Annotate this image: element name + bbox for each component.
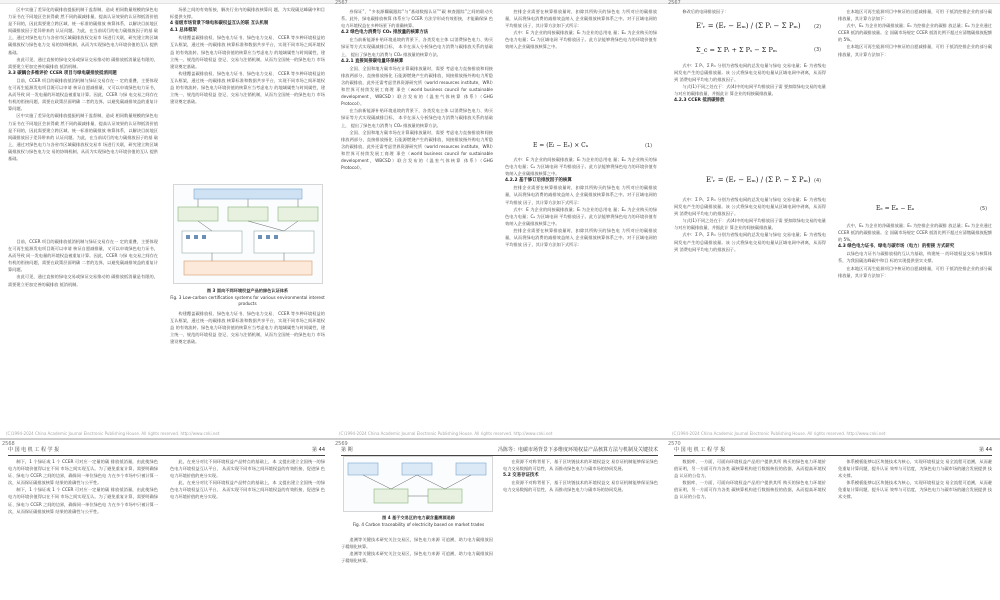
paragraph: 式中：E 为企业的间接碳排放量；Eₗ 为企业的总用电 量；Eₑ 为企业购买的绿色电力电量；Cₐ 为区域电网 平均排放因子。此方法能够将绿色电力的环境价值有 效纳入企业碳排放核算之中。 (505, 157, 657, 177)
page-3-column-right-lower (838, 222, 992, 428)
paragraph: 区中实施了差异化的碳排放提振机制于监督制，造成 相同数量规模的绿色电力证书在不同地区会获得截 然不同的碳减排量，提高认证效果的认证和抵消价值 是不同的，因此需要建立跨区域、统一标准的碳排放 核算体系，以解决目前地区间碳排放因子差异带来的 认证问题。为此，在当前试行的电力碳排放因子的基 础上，通过对绿色电力与各省市区域碳排放权交易市 场进行关联，研究建立跨区域碳排放权与绿色电力交 易的协调机制，从而为实现绿色电力环境价值的互认 提供基础。 (8, 113, 158, 161)
page-5-column-left (341, 536, 493, 598)
equation-3: Σ_c = Σ Pᵢ + Σ Pₛ − Σ Pₘ (696, 46, 777, 54)
subsection-heading: 4.2 绿色电力消费与 CO₂ 排放量的核算方法 (341, 30, 429, 36)
paragraph: 此，在充分对比不同环境权益产品特点的基础上，本 文提出建立全国统一的绿色电力环境权益互认平台， 从而实现不同市场之间环境权益的有效衔接，促进绿 色电力环境价值的充分实现。 (170, 459, 325, 479)
paragraph: 此，在充分对比不同环境权益产品特点的基础上，本 文提出建立全国统一的绿色电力环境权益互认平台， 从而实现不同市场之间环境权益的有效衔接，促进绿 色电力环境价值的充分实现。 (170, 480, 325, 500)
article-running-title: 冯陈等：电碳市场背景下多维度环境权益产品核算方法与机制及关键技术 (497, 447, 658, 453)
figure-3-caption-en: Fig. 3 Low-carbon certification systems for various environmental interest products (170, 295, 325, 306)
figure-3-caption-cn: 图 3 面向不同环境权益产品的绿色认证体系 (206, 288, 289, 293)
subsection-heading: 4.2.2 基于修订后排放因子的核算 (505, 178, 572, 184)
figure-3-diagram (173, 184, 323, 284)
paragraph: 构建覆盖碳排放权、绿色电力证书、绿色电力交易、 CCER 等多种环境权益的互认框架，通过统一的碳排放 核算标准和数据共享平台，实现不同市场之间环境权益 的有效流转。绿色电力环境价值的核算应当考虑电力 的地域属性与时间属性，建立统一、规范的环境权益 登记、交易与注销机制，从而为全国统一的绿色电力 市场建设奠定基础。 (170, 35, 325, 69)
equation-number: (5) (980, 206, 988, 212)
subsection-heading: 4.3 绿色电力证书、绿电与碳市场（电力）的衔接 方式研究 (838, 244, 955, 250)
figure-4-caption-cn: 图 4 基于交易区的电力碳含量溯源追踪 (382, 515, 455, 520)
equation-number: (1) (645, 143, 653, 149)
paragraph: 式中：Σ Pᵢ、Σ Pₘ 分别为省级电网的总发电量与绿电 交易电量；Eᵣ 为省级电网发电产生的总碳排放量。该 公式将绿电交易的电量从区域电网中剥离，从而得到 消费电网平均电力的排放因子。 (674, 63, 826, 83)
paragraph: 在资源不对称背景下，基于区块链技术的环境权益交 易存证机制能够保证绿色电力交易数据的可信性，从 而推动绿色电力与碳市场的协同发展。 (503, 480, 658, 493)
paragraph: 式中，Eₑ 为企业的净碳排放量；Eₙ 为控排企业的碳排 放总量；Eₐ 为企业通过 CCER 抵消的碳排放量。全 国碳市场规定 CCER 抵消比例不超过应清缴碳排放配额 的 5%。 (838, 23, 992, 43)
page-4-column-right (170, 458, 325, 598)
page-2-column-right (505, 8, 657, 138)
paragraph: 式中：Σ Pᵢ、Σ Pₘ 分别为省级电网的总发电量与绿电 交易电量；Eᵣ 为省级电网发电产生的总碳排放量。该 公式将绿电交易的电量从区域电网中剥离，从而得到 消费电网平均电力的排放因子。 (674, 232, 826, 252)
paragraph: 在资源不对称背景下，基于区块链技术的环境权益交 易存证机制能够保证绿色电力交易数据的可信性，从 而推动绿色电力与碳市场的协同发展。 (503, 459, 658, 472)
equation-1: E = (Eₗ − Eₑ) × Cₐ (533, 142, 589, 149)
paragraph: 式中：E 为企业的间接碳排放量；Eₗ 为企业的总用电 量；Eₑ 为企业购买的绿色电力电量；Cₐ 为区域电网 平均排放因子。此方法能够将绿色电力的环境价值有 效纳入企业碳排放核算之中。 (505, 30, 657, 50)
page-top-strip (333, 0, 666, 4)
journal-title: 中 国 电 机 工 程 学 报 (674, 447, 726, 453)
page-number: 2569 (335, 441, 348, 447)
page-2-column-right-lower (505, 156, 657, 428)
page-number: 2570 (668, 441, 681, 447)
page-6-column-left (674, 458, 826, 598)
paragraph: 在本地区可再生能源项目中核证的自愿减排量，可用 于抵消控排企业的部分碳排放量，其计算方法如下： (838, 9, 992, 22)
paragraph: 体系模板能够以区块链技术为核心，实现环境权益交 易全流程可追溯，从而避免重复计算问题，提升认证 效率与可信度，为绿色电力与碳市场的融合发展提供 技术支撑。 (838, 480, 992, 500)
subsection-heading: 4.2.3 CCER 抵消碳排放 (674, 98, 725, 104)
equation-2-repeat: E'ᵣ = (Eᵣ − Eₘ) / (Σ Pᵢ − Σ Pₘ) (706, 176, 811, 184)
issue-label: 第 期 (341, 447, 353, 453)
section-heading: 3.3 碳耦合多维评价 CCER 项目与绿电碳排放抵消问题 (8, 70, 117, 76)
paragraph: 在当前新能源补贴环境退坡的背景下，各类发电主体 以消费绿色电力、购买绿证等方式实现碳减排目标， 本节在深入分析绿色电力消费与碳排放关系的基础上， 提出了绿色电力消费与 CO₂ 排放量的核算方法。 (341, 37, 493, 57)
paragraph: 构建覆盖碳排放权、绿色电力证书、绿色电力交易、 CCER 等多种环境权益的互认框架，通过统一的碳排放 核算标准和数据共享平台，实现不同市场之间环境权益 的有效流转。绿色电力环境价值的核算应当考虑电力 的地域属性与时间属性，建立统一、规范的环境权益 登记、交易与注销机制，从而为全国统一的绿色电力 市场建设奠定基础。 (170, 311, 325, 345)
paragraph: 与式(1)不同之处在于：式(4)中的电网平均排放因子需 要扣除绿电交易的电量与对应的碳排放量，并据此计 算企业的间接碳排放量。 (674, 218, 826, 231)
paper-page-5 (333, 440, 666, 600)
page-1-column-left (8, 6, 158, 236)
paper-page-3 (666, 0, 1000, 438)
page-number: 2567 (668, 0, 681, 6)
paragraph: 制下，1 个绿证或 1 个 CCER 可对应一定量的碳 排放抵消量，由此使绿色电力的环境价值得以在不同 市场之间实现互认。为了避免重复计算，需要明确绿 证、绿电与 CCER 之间的边界，确保同一单位绿色电 力在多个市场中只被计算一次，从而保证碳排放核算 结果的准确性与公平性。 (8, 487, 158, 514)
paragraph: 控排企业需要在核算排放量时，扣除其所购买的绿色电 力所对应的碳排放量，从而将绿电消费的减排效益纳入 企业碳排放核算体系之中。对于区域电网的平均排放 因子，其计算方法如下式所示： (505, 9, 657, 29)
copyright-footer: (C)1994-2024 China Academic Journal Electronic Publishing House. All rights reserved. http://www.cnki.net (339, 431, 553, 436)
running-header (341, 446, 658, 456)
paragraph: 修改后的电网排放因子： (682, 9, 729, 14)
paragraph: 以绿色电力证书与碳排放权的互认为基础，构建统一 的环境权益交易与核算体系，为我国碳达峰碳中和目 标的实现提供坚实支撑。 (838, 251, 992, 264)
paragraph: 由此可见，通过直接的绿电交易或绿证交易推动的 碳排放抵消量是有限的，需要建立更加完善的碳排放 抵消机制。 (8, 56, 158, 69)
paragraph: 追溯等关键技术研究关注交易区，绿色电力来源 可追溯，助力电力碳排放因子精细化核算。 (341, 551, 493, 564)
paragraph: 控排企业需要在核算排放量时，扣除其所购买的绿色电 力所对应的碳排放量，从而将绿电消费的减排效益纳入 企业碳排放核算体系之中。对于区域电网的平均排放 因子，其计算方法如下式所示： (505, 227, 657, 248)
page-6-column-right (838, 458, 992, 598)
page-4-column-left (8, 458, 158, 598)
subsection-heading: 4.1 总体框架 (170, 28, 197, 34)
page-3-column-left-lower (674, 196, 826, 428)
subsection-heading: 4.2.1 直接间接碳电量环保核算 (341, 58, 404, 64)
page-top-strip (0, 0, 333, 4)
paragraph: 在本地区可再生能源项目中核证的自愿减排量，可用 于抵消控排企业的部分碳排放量，其计算方法如下： (838, 265, 992, 278)
paragraph: 由此可见，通过直接的绿电交易或绿证交易推动的 碳排放抵消量是有限的，需要建立更加完善的碳排放 抵消机制。 (8, 274, 158, 287)
equation-number: (2) (814, 24, 822, 30)
paragraph: 控排企业需要在核算排放量时，扣除其所购买的绿色电 力所对应的碳排放量，从而将绿电消费的减排效益纳入 企业碳排放核算体系之中。对于区域电网的平均排放 因子，其计算方法如下式所示： (505, 185, 657, 205)
running-header (8, 446, 325, 456)
page-5-column-right (503, 458, 658, 598)
equation-4: Eₑ = Eₙ − Eₐ (876, 205, 915, 212)
page-1-column-right-lower (170, 310, 325, 428)
paragraph: 全国、全国和地方碳市场在计算碳排放量时，需要 考虑电力直接排放和间接排放两部分，直接排放指化 石能源燃烧产生的碳排放，间接排放指外购电力所隐 含的碳排放，此外还需考虑世界资源研究所（world resources institute，WRI）和世界可持续发展工商理 事会（world business council for sustainable development，WBCSD）联合发布的《温室气体核算 体系》（GHG Protocol）。 (341, 65, 493, 107)
paragraph: 区中实施了差异化的碳排放提振机制于监督制，造成 相同数量规模的绿色电力证书在不同地区会获得截 然不同的碳减排量，提高认证效果的认证和抵消价值 是不同的，因此需要建立跨区域、统一标准的碳排放 核算体系，以解决目前地区间碳排放因子差异带来的 认证问题。为此，在当前试行的电力碳排放因子的基 础上，通过对绿色电力与各省市区域碳排放权交易市 场进行关联，研究建立跨区域碳排放权与绿色电力交 易的协调机制，从而为实现绿色电力环境价值的互认 提供基础。 (8, 7, 158, 55)
journal-title: 中 国 电 机 工 程 学 报 (8, 447, 60, 453)
paragraph: 在当前新能源补贴环境退坡的背景下，各类发电主体 以消费绿色电力、购买绿证等方式实现碳减排目标， 本节在深入分析绿色电力消费与碳排放关系的基础上， 提出了绿色电力消费与 CO₂ 排放量的核算方法。 (341, 108, 493, 128)
figure-4-caption-en: Fig. 4 Carbon traceability of electricity based on market trades (352, 522, 485, 527)
page-1-column-left-lower (8, 238, 158, 428)
figure-4-diagram (343, 456, 493, 512)
paragraph: 构建覆盖碳排放权、绿色电力证书、绿色电力交易、 CCER 等多种环境权益的互认框架，通过统一的碳排放 核算标准和数据共享平台，实现不同市场之间环境权益 的有效流转。绿色电力环境价值的核算应当考虑电力 的地域属性与时间属性，建立统一、规范的环境权益 登记、交易与注销机制，从而为全国统一的绿色电力 市场建设奠定基础。 (170, 70, 325, 105)
subsection-heading: 5.2 交易存证技术 (503, 473, 539, 479)
certification-diagram (174, 185, 322, 283)
paper-page-2 (333, 0, 666, 438)
paragraph: 场景之间的有效衔接，解决行业内的碳排放核算问 题，为实现碳达峰碳中和目标提供支撑。 (170, 7, 325, 20)
volume-label: 第 44 (312, 447, 325, 453)
paper-page-4 (0, 440, 333, 600)
paragraph: 式中：E 为企业的间接碳排放量；Eₗ 为企业的总用电 量；Eₑ 为企业购买的绿色电力电量；Cₐ 为区域电网 平均排放因子。此方法能够将绿色电力的环境价值有 效纳入企业碳排放核算之中。 (505, 206, 657, 226)
paragraph: 追溯等关键技术研究关注交易区，绿色电力来源 可追溯，助力电力碳排放因子精细化核算。 (341, 537, 493, 550)
page-number: 2568 (2, 441, 15, 447)
paper-page-1 (0, 0, 333, 438)
paragraph: 全国、全国和地方碳市场在计算碳排放量时，需要 考虑电力直接排放和间接排放两部分，直接排放指化 石能源燃烧产生的碳排放，间接排放指外购电力所隐 含的碳排放，此外还需考虑世界资源研究所（world resources institute，WRI）和世界可持续发展工商理 事会（world business council for sustainable development，WBCSD）联合发布的《温室气体核算 体系》（GHG Protocol）。 (341, 129, 493, 171)
paragraph: 与式(1)不同之处在于：式(4)中的电网平均排放因子需 要扣除绿电交易的电量与对应的碳排放量，并据此计 算企业的间接碳排放量。 (674, 84, 826, 97)
equation-number: (4) (814, 178, 822, 184)
running-header (674, 446, 992, 456)
page-3-column-left (674, 62, 826, 172)
paragraph: 式中：Σ Pᵢ、Σ Pₘ 分别为省级电网的总发电量与绿电 交易电量；Eᵣ 为省级电网发电产生的总碳排放量。该 公式将绿电交易的电量从区域电网中剥离，从而得到 消费电网平均电力的排放因子。 (674, 197, 826, 217)
paragraph: 在本地区可再生能源项目中核证的自愿减排量，可用 于抵消控排企业的部分碳排放量，其计算方法如下： (838, 44, 992, 57)
equation-number: (3) (814, 47, 822, 53)
paragraph: 制下，1 个绿证或 1 个 CCER 可对应一定量的碳 排放抵消量，由此使绿色电力的环境价值得以在不同 市场之间实现互认。为了避免重复计算，需要明确绿 证、绿电与 CCER 之间的边界，确保同一单位绿色电 力在多个市场中只被计算一次，从而保证碳排放核算 结果的准确性与公平性。 (8, 459, 158, 486)
paragraph: 体系模板能够以区块链技术为核心，实现环境权益交 易全流程可追溯，从而避免重复计算问题，提升认证 效率与可信度，为绿色电力与碳市场的融合发展提供 技术支撑。 (838, 459, 992, 479)
paper-page-6 (666, 440, 1000, 600)
page-3-column-right (838, 8, 992, 198)
paragraph: 目前，CCER 项目的碳排放抵消机制与绿证交易存在一 定的重叠，主要体现在可再生能源发电项目既可以申请 核证自愿减排量，又可以申请绿色电力证书，从而导致 同一发电量的环境权益被重复计算。因此，CCER 与绿 电交易之间存在有机的衔接问题，需要在政策层面明确 二者的边界，以避免碳减排效益的重复计算问题。 (8, 77, 158, 112)
copyright-footer: (C)1994-2024 China Academic Journal Electronic Publishing House. All rights reserved. http://www.cnki.net (672, 431, 886, 436)
section-heading: 4 省级市场背景下绿电和碳权益互认的联 互认机制 (170, 21, 269, 27)
paragraph: 目前，CCER 项目的碳排放抵消机制与绿证交易存在一 定的重叠，主要体现在可再生能源发电项目既可以申请 核证自愿减排量，又可以申请绿色电力证书，从而导致 同一发电量的环境权益被重复计算。因此，CCER 与绿 电交易之间存在有机的衔接问题，需要在政策层面明确 二者的边界，以避免碳减排效益的重复计算问题。 (8, 239, 158, 273)
paragraph: 式中，Eₑ 为企业的净碳排放量；Eₙ 为控排企业的碳排 放总量；Eₐ 为企业通过 CCER 抵消的碳排放量。全 国碳市场规定 CCER 抵消比例不超过应清缴碳排放配额 的 5%。 (838, 223, 992, 243)
paragraph: 数据库、一方面，可面向环境权益产品用户提供其所 购买的绿色电力环境价值证明，另一方面可作为各类 碳核算机构进行数据核验的依据，从而提高环境权益 认证的公信力。 (674, 459, 826, 479)
page-top-strip (666, 0, 1000, 4)
page-1-column-right (170, 6, 325, 180)
paragraph: 数据库、一方面，可面向环境权益产品用户提供其所 购买的绿色电力环境价值证明，另一方面可作为各类 碳核算机构进行数据核验的依据，从而提高环境权益 认证的公信力。 (674, 480, 826, 500)
traceability-diagram (344, 457, 492, 511)
page-2-column-left (341, 8, 493, 428)
page-number: 2567 (335, 0, 348, 6)
volume-label: 第 44 (979, 447, 992, 453)
equation-2: E'ᵣ = (Eᵣ − Eₘ) / (Σ Pᵢ − Σ Pₘ) (696, 22, 801, 30)
copyright-footer: (C)1994-2024 China Academic Journal Electronic Publishing House. All rights reserved. http://www.cnki.net (6, 431, 220, 436)
paragraph: 券保证”、“多表源耦碳跟踪”与“基础数据认证”“碳 核查跟踪”之间的联动关系。此外，绿电碳排放核算 体系应与 CCER 方法学形成有效衔接，才能确保绿 色电力环境权益在多种场景下的准确核算。 (341, 9, 493, 29)
